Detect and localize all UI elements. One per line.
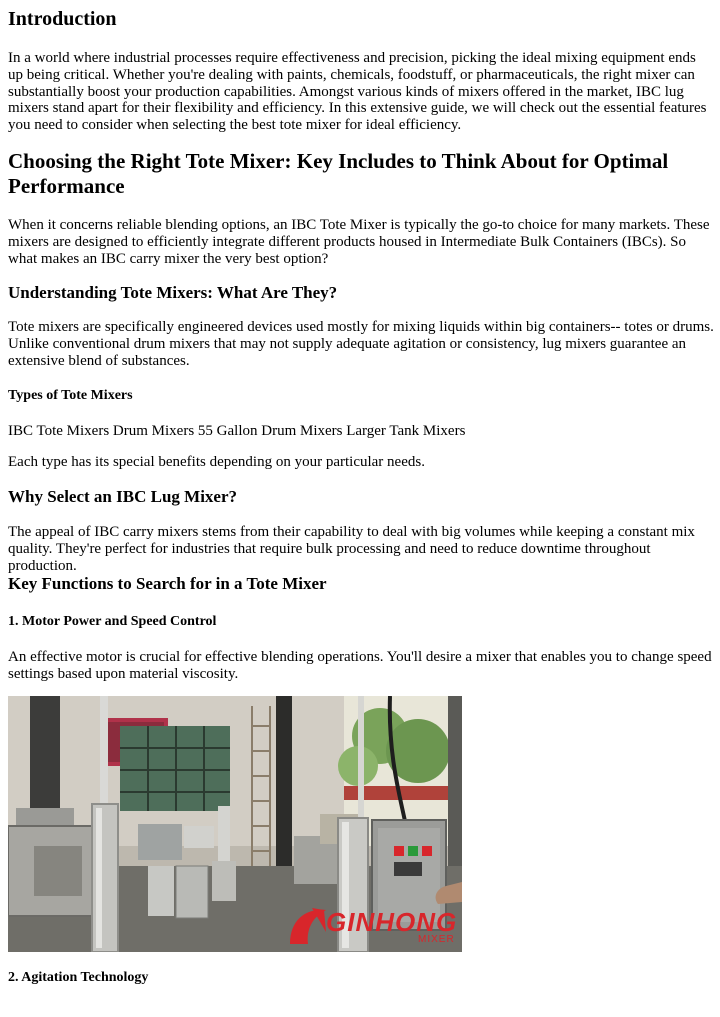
photo-logo: GINHONG (326, 907, 458, 937)
agitation-heading: 2. Agitation Technology (8, 970, 149, 985)
motor-heading: 1. Motor Power and Speed Control (8, 614, 217, 629)
understanding-paragraph: Tote mixers are specifically engineered devices used mostly for mixing liquids within big containers-- totes or drums. Unlike conventional drum mixers that may not supply adequate agitation or consistency, lug mixers guarantee an extensive blend of substances. (8, 319, 714, 369)
understanding-heading: Understanding Tote Mixers: What Are They? (8, 283, 338, 302)
intro-paragraph: In a world where industrial processes require effectiveness and precision, picking the ideal mixing equipment ends up being critical. Whether you're dealing with paints, chemicals, foodstuff, or pharmaceuticals, the right mixer can substantially boost your production capabilities. Amongst various kinds of mixers offered in the market, IBC lug mixers stand apart for their flexibility and efficiency. In this extensive guide, we will check out the essential features you need to consider when selecting the best tote mixer for ideal efficiency. (8, 50, 707, 134)
choosing-heading: Choosing the Right Tote Mixer: Key Includes to Think About for Optimal Performance (8, 149, 669, 198)
why-paragraph: The appeal of IBC carry mixers stems from their capability to deal with big volumes while keeping a constant mix quality. They're perfect for industries that require bulk processing and need to reduce downtime throughout production. (8, 524, 695, 574)
choosing-paragraph: When it concerns reliable blending options, an IBC Tote Mixer is typically the go-to choice for many markets. These mixers are designed to efficiently integrate different products housed in Intermediate Bulk Containers (IBCs). So what makes an IBC carry mixer the very best option? (8, 217, 710, 267)
types-list: IBC Tote Mixers Drum Mixers 55 Gallon Drum Mixers Larger Tank Mixers (8, 423, 466, 439)
why-heading: Why Select an IBC Lug Mixer? (8, 487, 238, 506)
photo-logo-sub: MIXER (418, 934, 455, 945)
types-heading: Types of Tote Mixers (8, 388, 133, 403)
types-note: Each type has its special benefits depending on your particular needs. (8, 454, 425, 470)
factory-photo (8, 696, 462, 952)
motor-paragraph: An effective motor is crucial for effective blending operations. You'll desire a mixer that enables you to change speed settings based upon material viscosity. (8, 649, 712, 682)
intro-heading: Introduction (8, 8, 117, 30)
key-functions-heading: Key Functions to Search for in a Tote Mixer (8, 574, 327, 593)
